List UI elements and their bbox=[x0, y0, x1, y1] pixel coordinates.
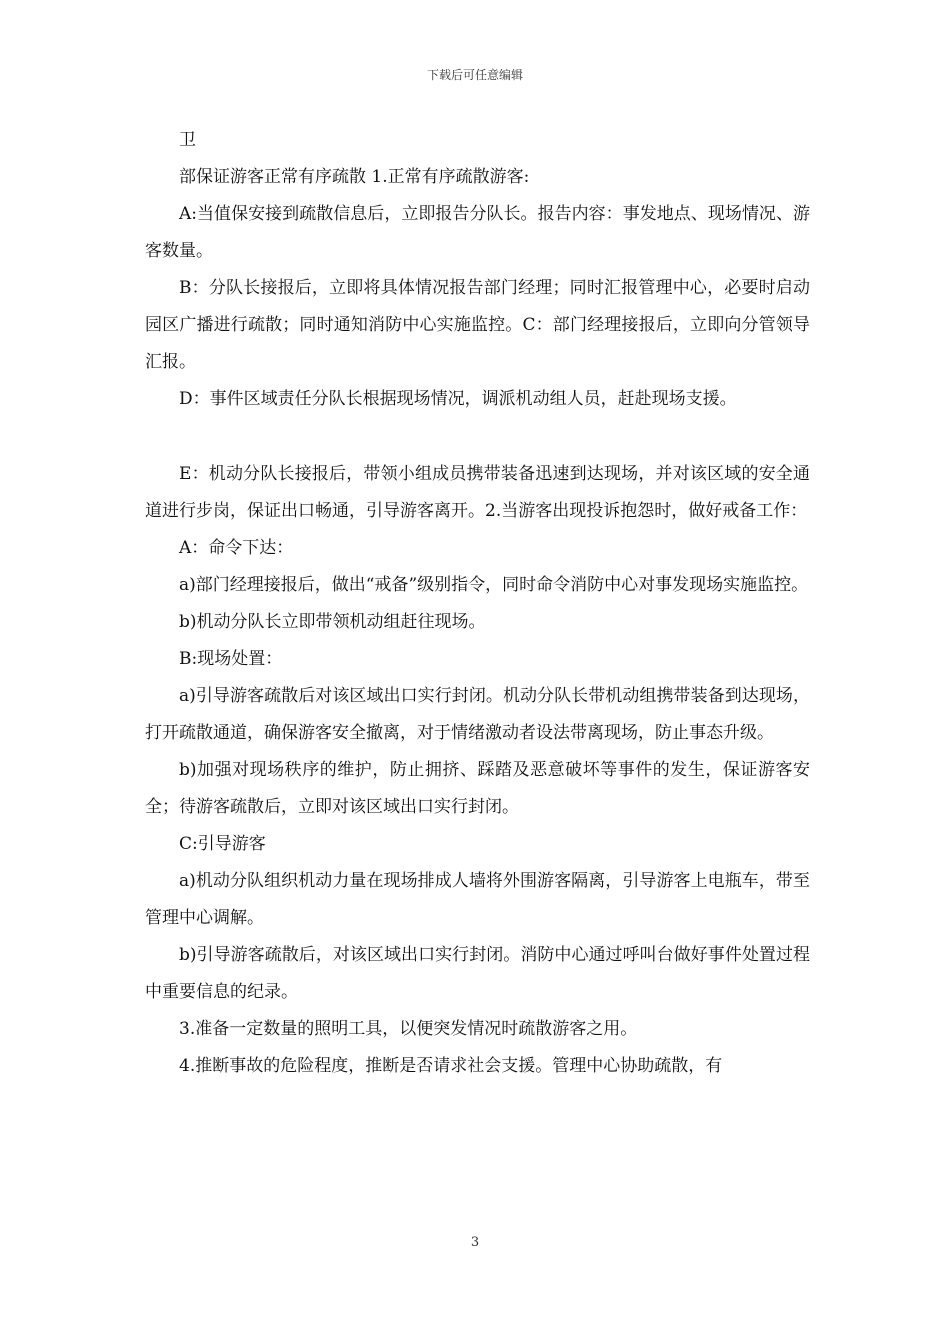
paragraph: 3.准备一定数量的照明工具，以便突发情况时疏散游客之用。 bbox=[179, 1019, 638, 1039]
paragraph: A：命令下达： bbox=[179, 538, 294, 558]
paragraph: a)引导游客疏散后对该区域出口实行封闭。机动分队长带机动组携带装备到达现场，打开疏散通道，确保游客安全撤离，对于情绪激动者设法带离现场，防止事态升级。 bbox=[145, 686, 810, 743]
paragraph: B:现场处置： bbox=[179, 649, 283, 669]
paragraph: 部保证游客正常有序疏散 1.正常有序疏散游客: bbox=[179, 167, 530, 187]
paragraph: a)部门经理接报后，做出“戒备”级别指令，同时命令消防中心对事发现场实施监控。 bbox=[179, 575, 809, 595]
paragraph: 4.推断事故的危险程度，推断是否请求社会支援。管理中心协助疏散，有 bbox=[179, 1056, 723, 1076]
paragraph: b)加强对现场秩序的维护，防止拥挤、踩踏及恶意破坏等事件的发生，保证游客安全；待游客疏散后，立即对该区域出口实行封闭。 bbox=[145, 760, 810, 817]
paragraph: A:当值保安接到疏散信息后，立即报告分队长。报告内容：事发地点、现场情况、游客数量。 bbox=[145, 204, 810, 261]
paragraph: 卫 bbox=[179, 130, 196, 150]
paragraph: b)机动分队长立即带领机动组赶往现场。 bbox=[179, 612, 486, 632]
paragraph: E：机动分队长接报后，带领小组成员携带装备迅速到达现场，并对该区域的安全通道进行步岗，保证出口畅通，引导游客离开。2.当游客出现投诉抱怨时，做好戒备工作： bbox=[145, 464, 810, 521]
document-body bbox=[145, 122, 810, 1085]
paragraph-gap bbox=[145, 418, 810, 456]
paragraph: B：分队长接报后，立即将具体情况报告部门经理；同时汇报管理中心，必要时启动园区广播进行疏散；同时通知消防中心实施监控。C：部门经理接报后，立即向分管领导汇报。 bbox=[145, 278, 810, 372]
paragraph: C:引导游客 bbox=[179, 834, 266, 854]
paragraph: a)机动分队组织机动力量在现场排成人墙将外围游客隔离，引导游客上电瓶车，带至管理中心调解。 bbox=[145, 871, 810, 928]
paragraph: b)引导游客疏散后，对该区域出口实行封闭。消防中心通过呼叫台做好事件处置过程中重要信息的纪录。 bbox=[145, 945, 810, 1002]
page-header-note: 下载后可任意编辑 bbox=[426, 68, 523, 82]
paragraph: D：事件区域责任分队长根据现场情况，调派机动组人员，赶赴现场支援。 bbox=[179, 389, 737, 409]
page-number: 3 bbox=[470, 1235, 480, 1250]
